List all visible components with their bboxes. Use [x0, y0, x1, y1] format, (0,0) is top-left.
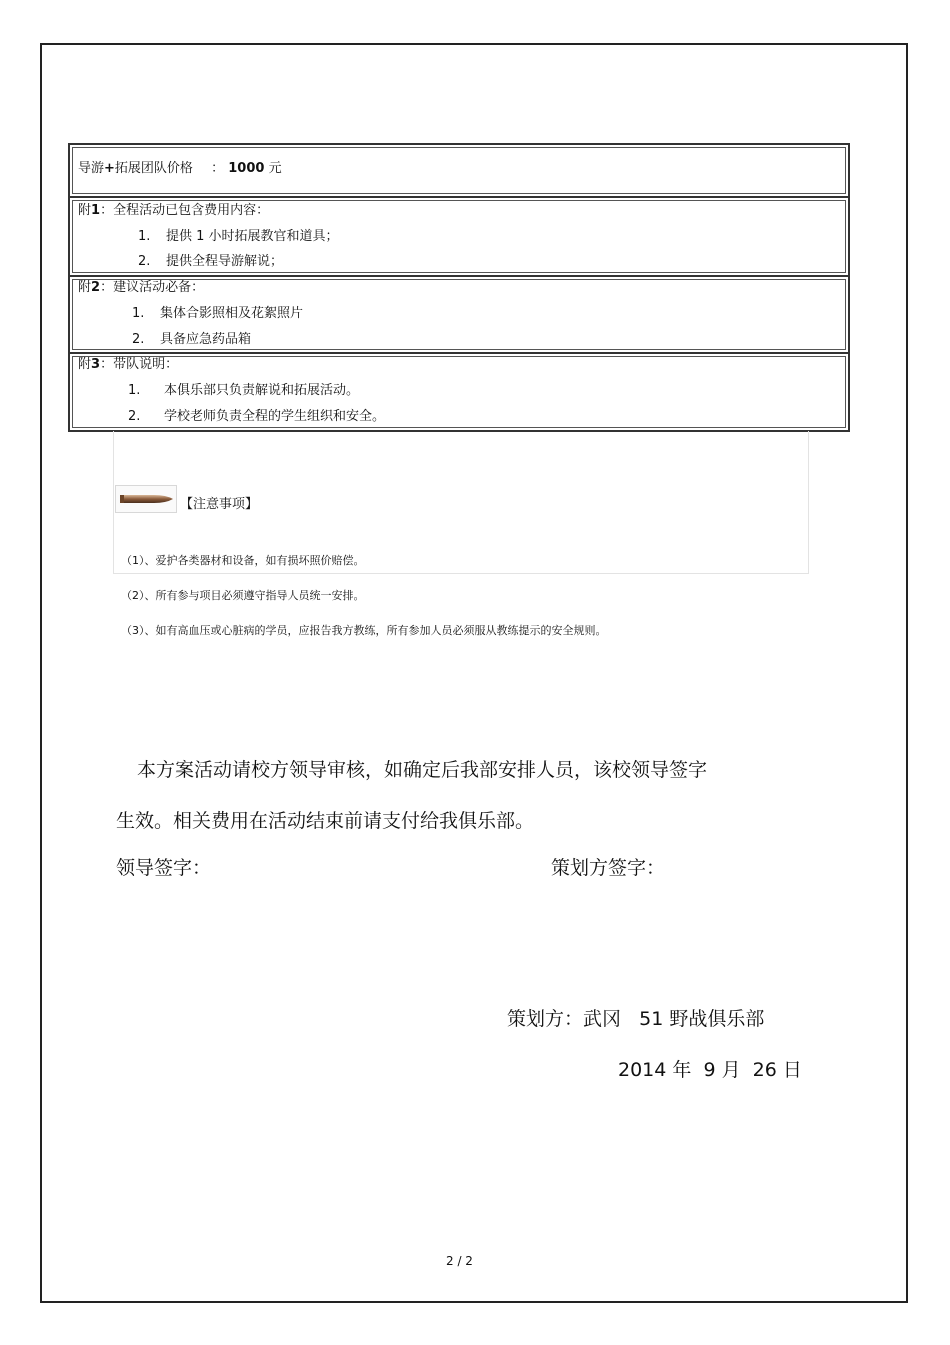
- list-item: 1. 本俱乐部只负责解说和拓展活动。: [128, 383, 360, 398]
- note-item: （1）、爱护各类器材和设备，如有损坏照价赔偿。: [121, 554, 365, 567]
- price-line: 导游+拓展团队价格 ： 1000 元: [78, 161, 282, 176]
- list-item: 2. 学校老师负责全程的学生组织和安全。: [128, 409, 386, 424]
- list-item: 2. 具备应急药品箱: [132, 332, 252, 347]
- note-item: （2）、所有参与项目必须遵守指导人员统一安排。: [121, 589, 365, 602]
- closing-line-1: 本方案活动请校方领导审核，如确定后我部安排人员，该校领导签字: [137, 759, 708, 781]
- note-item: （3）、如有高血压或心脏病的学员，应报告我方教练，所有参加人员必须服从教练提示的安全规则。: [121, 624, 607, 637]
- appendix-1: [70, 198, 848, 277]
- info-table: [68, 143, 850, 432]
- appendix-3: [70, 354, 848, 430]
- organizer: 策划方：武冈 51 野战俱乐部: [507, 1008, 765, 1030]
- price-row: [70, 145, 848, 198]
- leader-signature-label: 领导签字：: [116, 857, 212, 879]
- list-item: 2. 提供全程导游解说；: [138, 254, 284, 269]
- date: 2014 年 9 月 26 日: [618, 1059, 802, 1081]
- page-number: 2 / 2: [446, 1254, 473, 1268]
- closing-line-2: 生效。相关费用在活动结束前请支付给我俱乐部。: [116, 810, 535, 832]
- appendix-3-title: 附3：带队说明：: [78, 357, 179, 372]
- appendix-2-title: 附2：建议活动必备：: [78, 280, 205, 295]
- appendix-2: [70, 277, 848, 354]
- list-item: 1. 集体合影照相及花絮照片: [132, 306, 304, 321]
- appendix-1-title: 附1：全程活动已包含费用内容：: [78, 203, 270, 218]
- planner-signature-label: 策划方签字：: [551, 857, 666, 879]
- list-item: 1. 提供 1 小时拓展教官和道具；: [138, 229, 339, 244]
- price-amount: 1000: [228, 161, 265, 176]
- notes-heading: 【注意事项】: [180, 497, 259, 512]
- bullet-icon: [115, 485, 177, 513]
